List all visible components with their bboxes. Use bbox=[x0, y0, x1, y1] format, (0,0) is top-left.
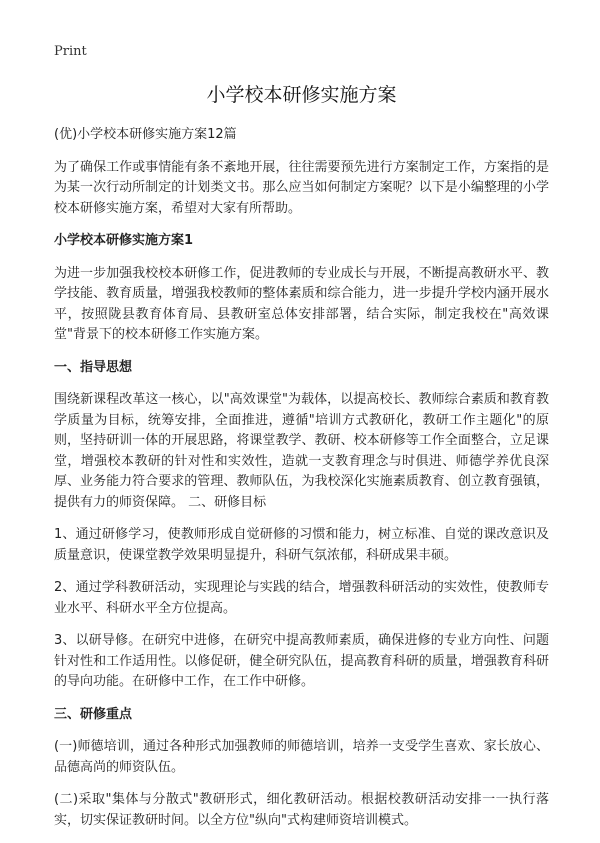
section-heading-guiding-thought: 一、指导思想 bbox=[54, 359, 133, 375]
focus-paragraph-1: (一)师德培训，通过各种形式加强教师的师德培训，培养一支受学生喜欢、家长放心、品德高尚的师资队伍。 bbox=[54, 739, 549, 775]
document-subtitle: (优)小学校本研修实施方案12篇 bbox=[54, 127, 237, 142]
intro-paragraph: 为了确保工作或事情能有条不紊地开展，往往需要预先进行方案制定工作，方案指的是为某一次行动所制定的计划类文书。那么应当如何制定方案呢？以下是小编整理的小学校本研修实施方案，希望对大家有所帮助。 bbox=[54, 159, 549, 216]
plan-heading: 小学校本研修实施方案1 bbox=[54, 233, 194, 248]
print-link[interactable]: Print bbox=[54, 44, 87, 59]
document-title: 小学校本研修实施方案 bbox=[206, 84, 397, 106]
goal-paragraph-3: 3、以研导修。在研究中进修，在研究中提高教师素质，确保进修的专业方向性、问题针对性和工作适用性。以修促研，健全研究队伍，提高教育科研的质量，增强教育科研的导向功能。在研修中工作，在工作中研修。 bbox=[54, 633, 549, 689]
section-heading-focus: 三、研修重点 bbox=[54, 706, 133, 722]
goal-paragraph-2: 2、通过学科教研活动，实现理论与实践的结合，增强教科研活动的实效性，使教师专业水平、科研水平全方位提高。 bbox=[54, 580, 549, 616]
guiding-thought-paragraph: 围绕新课程改革这一核心，以"高效课堂"为载体，以提高校长、教师综合素质和教育教学质量为目标，统筹安排，全面推进，遵循"培训方式教研化，教研工作主题化"的原则，坚持研训一体的开展思路，将课堂教学、教研、校本研修等工作全面整合，立足课堂，增强校本教研的针对性和实效性，造就一支教育理念与时俱进、师德学养优良深厚、业务能力符合要求的管理、教师队伍，为我校深化实施素质教育、创立教育强镇，提供有力的师资保障。 二、研修目标 bbox=[54, 392, 549, 510]
focus-paragraph-2: (二)采取"集体与分散式"教研形式，细化教研活动。根据校教研活动安排一一执行落实，切实保证教研时间。以全方位"纵向"式构建师资培训模式。 bbox=[54, 792, 549, 828]
goal-paragraph-1: 1、通过研修学习，使教师形成自觉研修的习惯和能力，树立标准、自觉的课改意识及质量意识，使课堂教学效果明显提升，科研气氛浓郁，科研成果丰硕。 bbox=[54, 527, 549, 563]
plan-intro-paragraph: 为进一步加强我校校本研修工作，促进教师的专业成长与开展，不断提高教研水平、教学技能、教育质量，增强我校教师的整体素质和综合能力，进一步提升学校内涵开展水平，按照陇县教育体育局、县教研室总体安排部署，结合实际，制定我校在"高效课堂"背景下的校本研修工作实施方案。 bbox=[54, 265, 549, 342]
document-page bbox=[54, 80, 549, 843]
